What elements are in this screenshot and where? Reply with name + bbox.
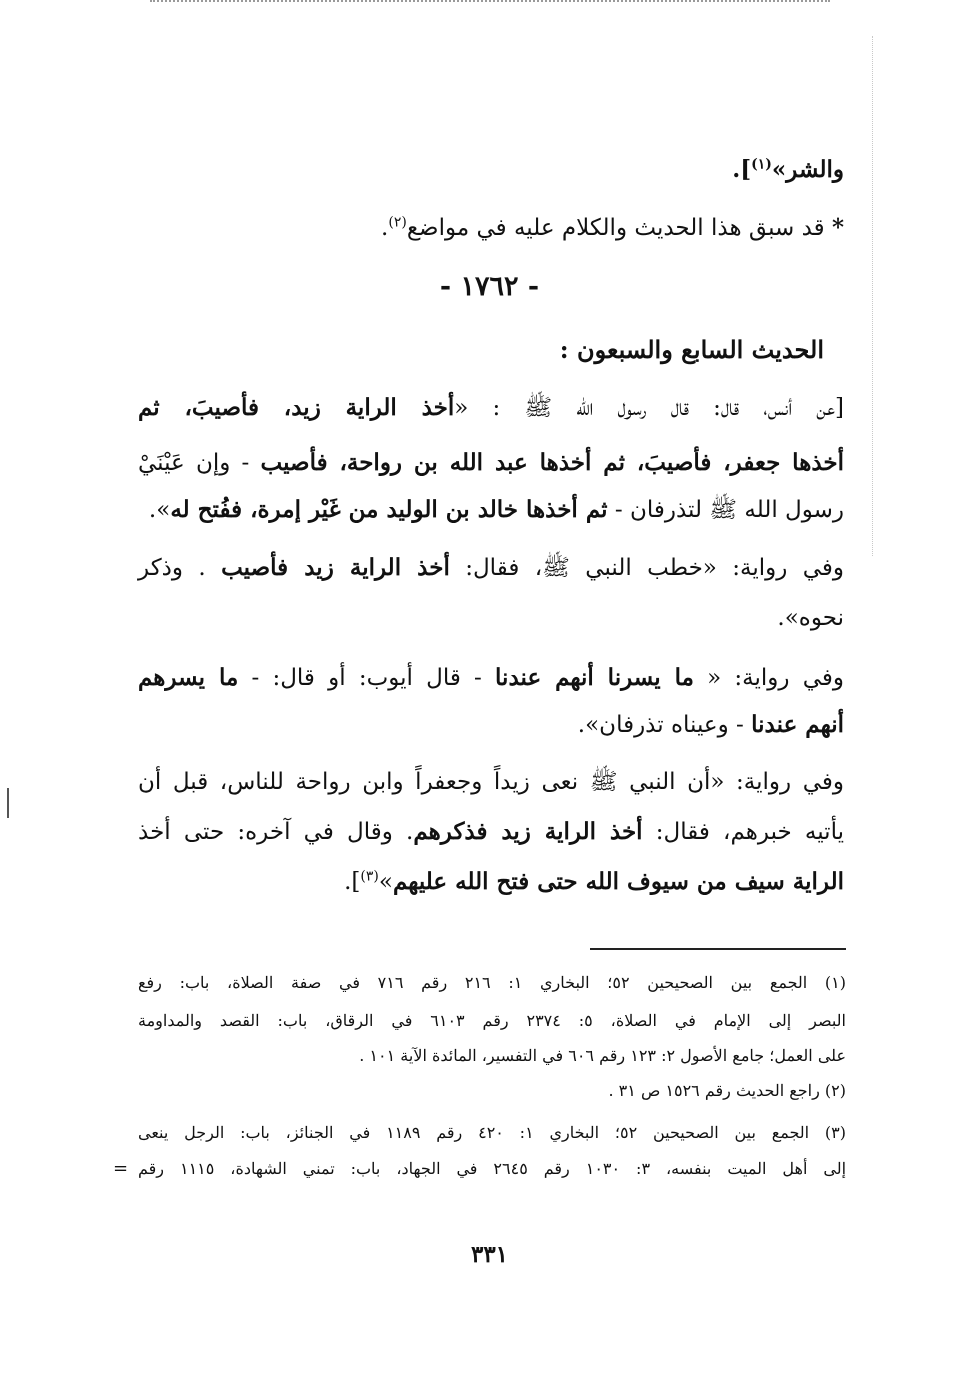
footnote-1-line-2: البصر إلى الإمام في الصلاة، ٥: ٢٣٧٤ رقم ٦١٠٣ في الرقاق، باب: القصد والمداومة [138, 1011, 847, 1030]
para1-text: رسول الله ﷺ لتذرفان - [607, 497, 844, 523]
para2-text: . وذكر [138, 555, 222, 581]
para1-text: [عن أنس، قال: قال رسول الله ﷺ : « [454, 395, 844, 421]
para4-line-1 [138, 762, 844, 802]
section-heading: الحديث السابع والسبعون : [559, 335, 824, 364]
para2-line-2 [777, 598, 844, 638]
para4-bold: أخذ الراية زيد فذكرهم [413, 818, 643, 845]
para1-text: ». [148, 497, 171, 523]
page-number: ٣٣١ [470, 1241, 509, 1268]
para1-bold: أخذ الراية زيد، فأصيبَ، ثم [138, 394, 455, 421]
scan-artifact-tick [7, 788, 9, 818]
para3-line-2 [578, 705, 844, 745]
para2-bold: أخذ الراية زيد فأصيب [221, 554, 450, 581]
footnote-1-line-1: (١) الجمع بين الصحيحين ٥٢؛ البخاري ١: ٢١٦ رقم ٧١٦ في صفة الصلاة، باب: رفع [138, 973, 847, 992]
para3-line-1 [138, 658, 844, 698]
footnote-1-line-3: على العمل؛ جامع الأصول ٢: ١٢٣ رقم ٦٠٦ في التفسير، المائدة الآية ١٠١ . [359, 1046, 846, 1065]
para1-line-2 [138, 443, 844, 483]
footnote-3-line-1: (٣) الجمع بين الصحيحين ٥٢؛ البخاري ١: ٤٢٠ رقم ١١٨٩ في الجنائز، باب: الرجل ينعى [138, 1123, 847, 1142]
intro-text-1: والشر» [771, 156, 844, 183]
footnote-divider [590, 948, 846, 950]
para3-text: - قال أيوب: أو قال: - [238, 665, 496, 691]
scan-artifact-top [150, 0, 830, 14]
para2-text: وفي رواية: «خطب النبي ﷺ، فقال: [449, 555, 844, 581]
para4-line-3 [344, 862, 844, 902]
footnote-2: (٢) راجع الحديث رقم ١٥٢٦ ص ٣١ . [608, 1081, 846, 1100]
hadith-number: - ١٧٦٢ - [439, 271, 540, 302]
intro-tail-2: . [381, 215, 389, 241]
continuation-mark: = [113, 1158, 129, 1179]
para3-bold: ما يسرهم [138, 664, 239, 691]
para4-text: وفي رواية: «أن النبي ﷺ نعى زيداً وجعفراً وابن رواحة للناس، قبل أن [138, 769, 844, 795]
intro-line-1 [732, 150, 844, 190]
footnote-3-line-2: إلى أهل الميت بنفسه، ٣: ١٠٣٠ رقم ٢٦٤٥ في الجهاد، باب: تمني الشهادة، ١١١٥ رقم [138, 1159, 847, 1178]
para3-bold: أنهم عندنا [751, 711, 844, 738]
para2-text: نحوه». [777, 605, 844, 631]
intro-line-2 [381, 208, 844, 248]
bullet-icon: * [831, 214, 844, 241]
footnote-ref-2[interactable]: (٢) [388, 214, 407, 231]
para3-text: - وعيناه تذرفان». [577, 712, 752, 738]
para1-text: - وإن عَيْنَيْ [138, 450, 261, 476]
para1-bold: أخذها جعفر، فأصيبَ، ثم أخذها عبد الله بن رواحة، فأصيب [260, 449, 845, 476]
footnote-ref-3[interactable]: (٣) [360, 868, 379, 885]
para3-text: وفي رواية: « [693, 665, 844, 691]
intro-tail-1: ]. [732, 156, 752, 183]
para2-line-1 [138, 548, 844, 588]
para4-text: ]. [344, 869, 361, 895]
intro-text-2: قد سبق هذا الحديث والكلام عليه في مواضع [406, 215, 825, 241]
para4-line-2 [138, 812, 844, 852]
para3-bold: ما يسرنا أنهم عندنا [495, 664, 694, 691]
para1-bold: ثم أخذها خالد بن الوليد من غَيْر إمرة، ففُتح له [170, 496, 608, 523]
para1-line-1 [138, 388, 844, 428]
para1-line-3 [149, 490, 844, 530]
para4-bold: الراية سيف من سيوف الله حتى فتح الله عليهم [392, 868, 844, 895]
footnote-ref-1[interactable]: (١) [751, 156, 772, 173]
para4-text: » [378, 869, 393, 895]
para4-text: . وقال في آخره: حتى أخذ [138, 819, 414, 845]
para4-text: يأتيه خبرهم، فقال: [642, 819, 844, 845]
